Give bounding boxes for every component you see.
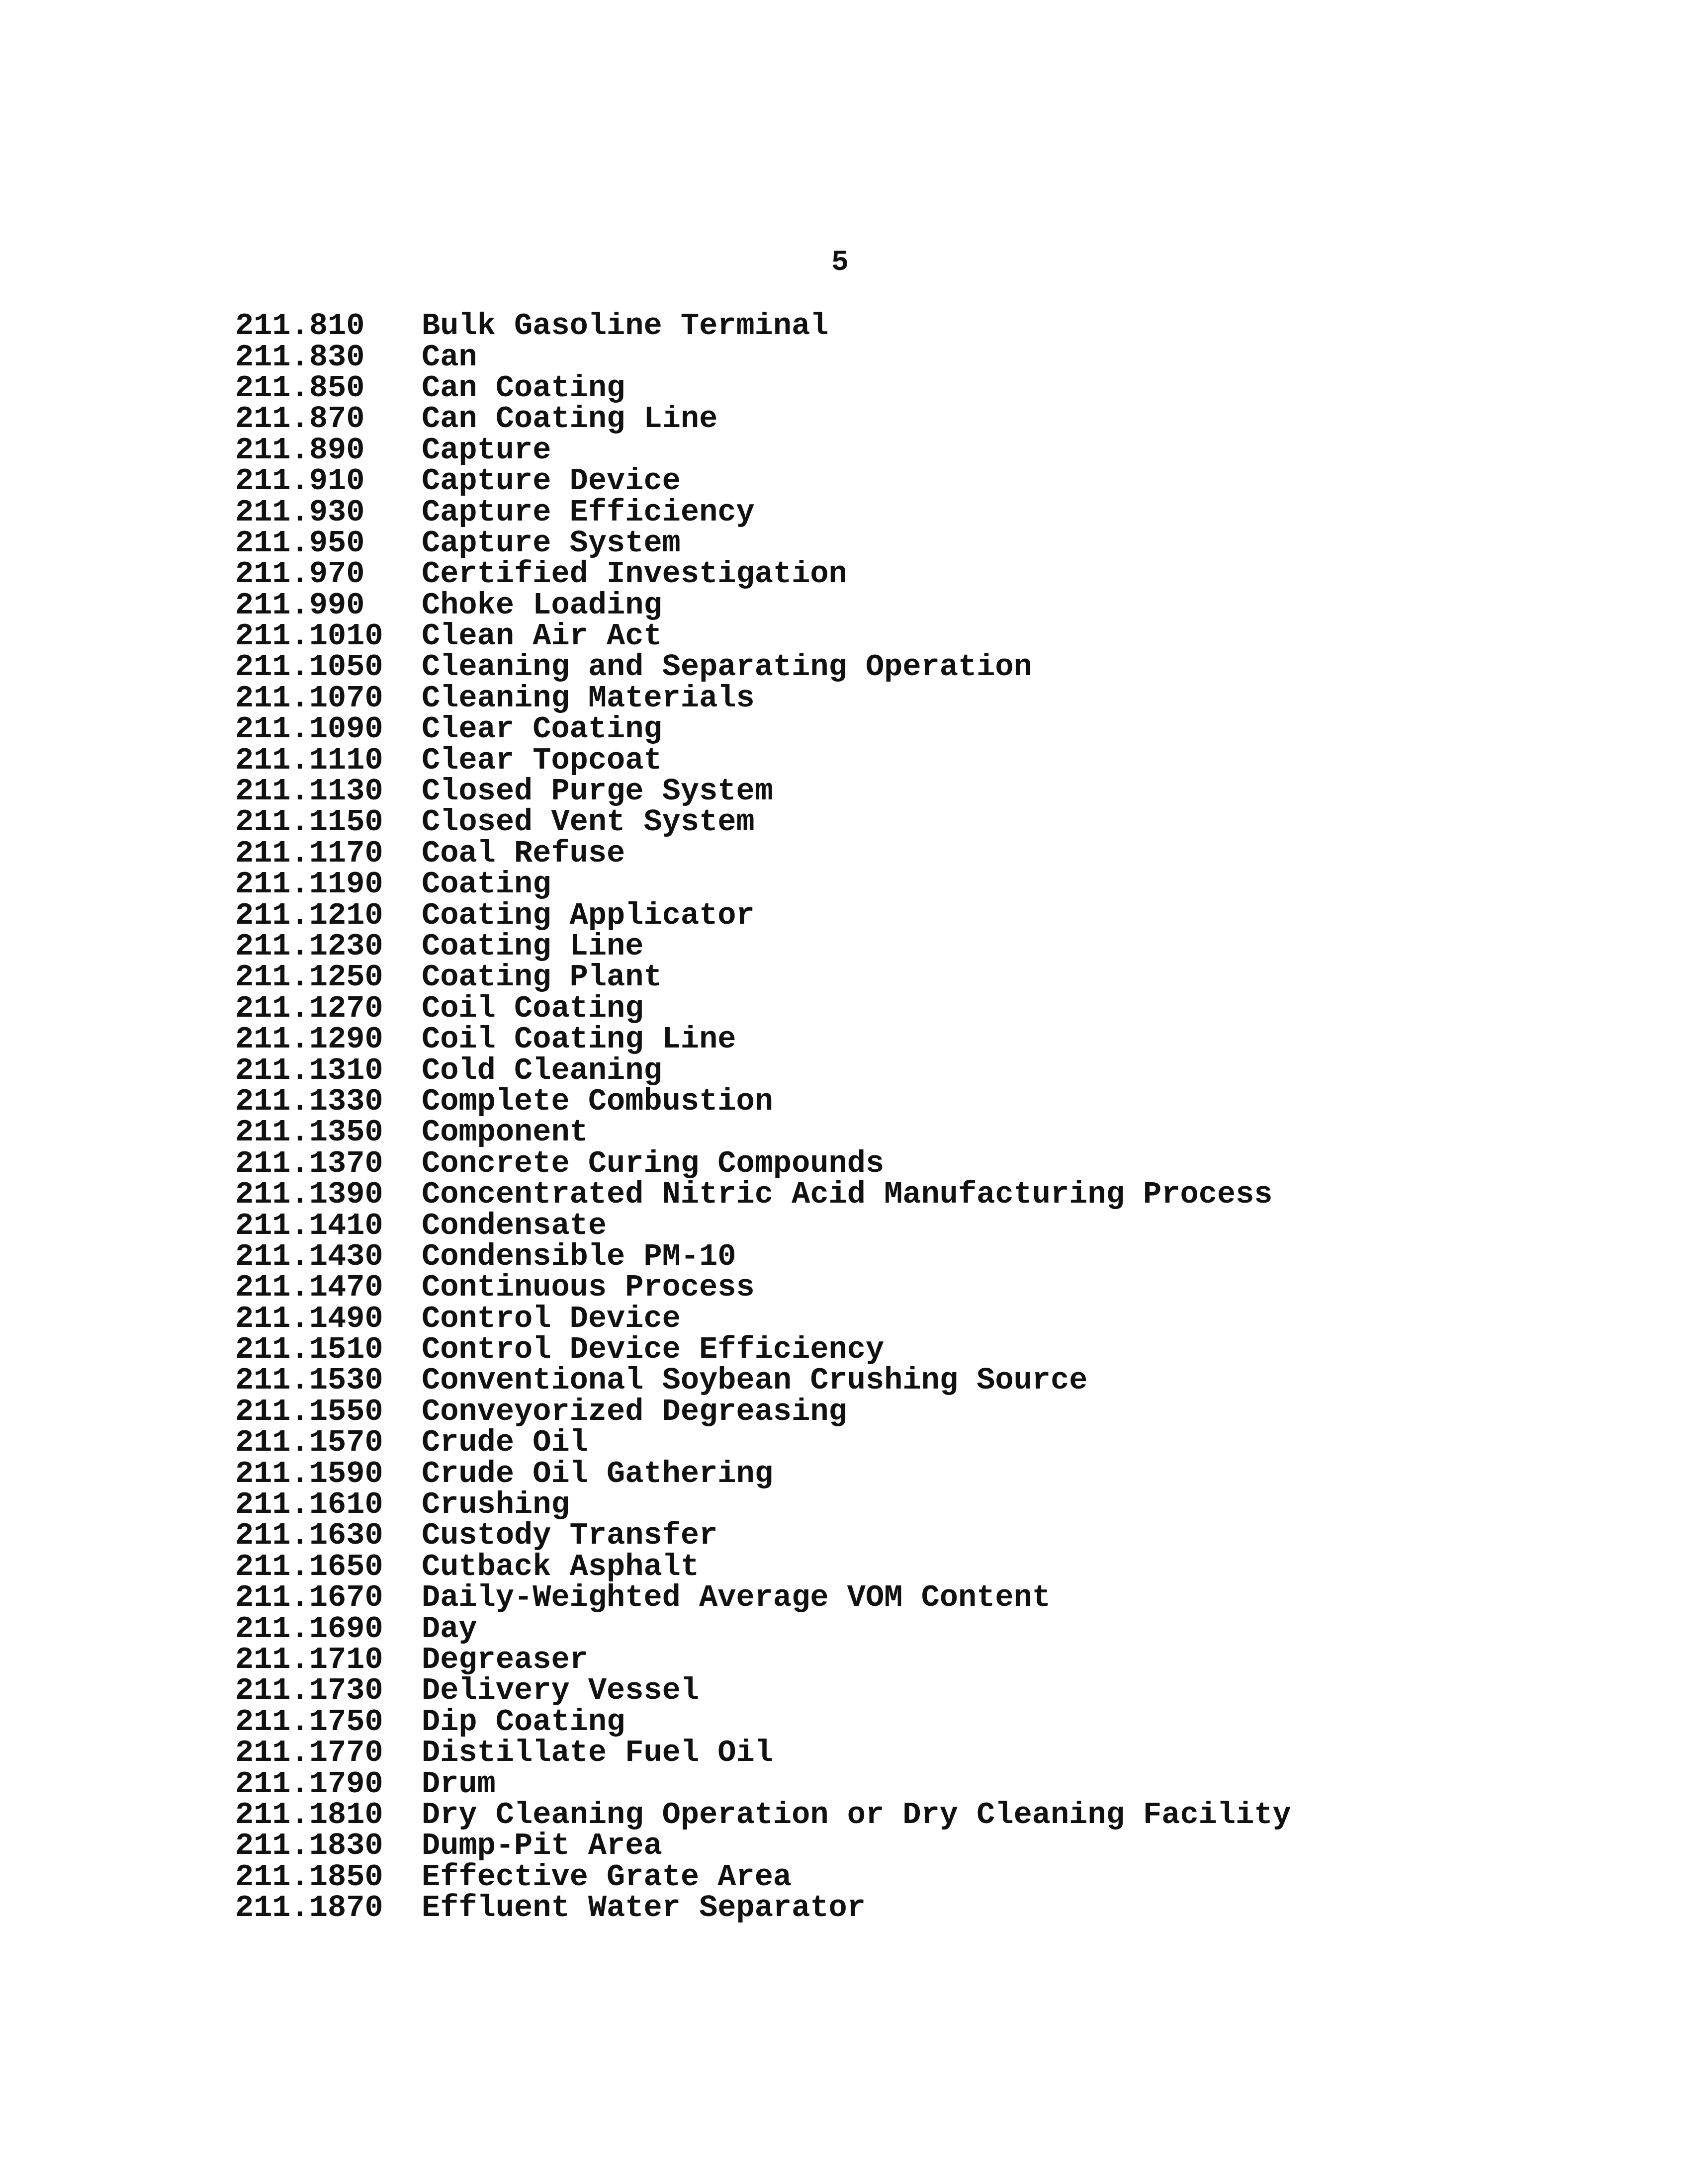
- section-number: 211.1110: [235, 742, 383, 778]
- definition-entry: [235, 990, 1291, 1026]
- definition-entry: [235, 1580, 1291, 1616]
- section-number: 211.1850: [235, 1859, 383, 1895]
- definition-entry: [235, 1766, 1291, 1802]
- definition-term: Cutback Asphalt: [422, 1549, 700, 1584]
- definition-term: Distillate Fuel Oil: [422, 1735, 773, 1771]
- section-number: 211.1250: [235, 960, 383, 995]
- definition-entry: [235, 494, 1291, 530]
- definition-term: Daily-Weighted Average VOM Content: [422, 1580, 1051, 1616]
- definition-term: Clear Topcoat: [422, 742, 662, 778]
- section-number: 211.1790: [235, 1766, 383, 1802]
- definition-term: Capture Efficiency: [422, 494, 755, 530]
- definition-entry: [235, 463, 1291, 499]
- definitions-list: [235, 308, 1291, 1926]
- definition-entry: [235, 1024, 1291, 1055]
- definition-term: Coal Refuse: [422, 835, 625, 871]
- section-number: 211.910: [235, 463, 365, 499]
- definition-term: Capture Device: [422, 463, 681, 499]
- definition-term: Can: [422, 339, 477, 375]
- definition-term: Component: [422, 1115, 588, 1150]
- definition-term: Coil Coating: [422, 990, 644, 1026]
- definition-term: Coil Coating Line: [422, 1022, 736, 1057]
- definition-entry: [235, 1518, 1291, 1554]
- section-number: 211.950: [235, 525, 365, 561]
- definition-term: Crude Oil Gathering: [422, 1456, 773, 1491]
- section-number: 211.1470: [235, 1270, 383, 1306]
- definition-term: Continuous Process: [422, 1270, 755, 1306]
- definition-term: Effluent Water Separator: [422, 1890, 866, 1926]
- definition-entry: [235, 1083, 1291, 1119]
- section-number: 211.1590: [235, 1456, 383, 1491]
- section-number: 211.1010: [235, 618, 383, 654]
- definition-term: Dip Coating: [422, 1704, 625, 1740]
- definition-term: Bulk Gasoline Terminal: [422, 308, 829, 344]
- section-number: 211.1670: [235, 1580, 383, 1616]
- definition-entry: [235, 1332, 1291, 1368]
- definition-entry: [235, 618, 1291, 654]
- definition-term: Custody Transfer: [422, 1518, 718, 1554]
- section-number: 211.1430: [235, 1238, 383, 1274]
- definition-entry: [235, 869, 1291, 900]
- definition-entry: [235, 1611, 1291, 1647]
- definition-term: Degreaser: [422, 1642, 588, 1677]
- section-number: 211.1170: [235, 835, 383, 871]
- definition-entry: [235, 1487, 1291, 1523]
- definition-entry: [235, 804, 1291, 840]
- definition-entry: [235, 1797, 1291, 1833]
- section-number: 211.1690: [235, 1611, 383, 1647]
- section-number: 211.1410: [235, 1208, 383, 1243]
- definition-term: Complete Combustion: [422, 1083, 773, 1119]
- definition-term: Delivery Vessel: [422, 1673, 700, 1709]
- definition-entry: [235, 649, 1291, 685]
- definition-term: Clear Coating: [422, 711, 662, 747]
- definition-term: Can Coating Line: [422, 401, 718, 437]
- definition-entry: [235, 897, 1291, 933]
- definition-term: Conventional Soybean Crushing Source: [422, 1363, 1088, 1398]
- definition-entry: [235, 1238, 1291, 1274]
- definition-term: Coating Line: [422, 929, 644, 964]
- page-number: 5: [831, 247, 849, 279]
- section-number: 211.1130: [235, 774, 383, 809]
- definition-term: Crude Oil: [422, 1425, 588, 1461]
- definition-entry: [235, 711, 1291, 747]
- definition-entry: [235, 1859, 1291, 1895]
- definition-entry: [235, 1210, 1291, 1241]
- definition-entry: [235, 776, 1291, 807]
- definition-entry: [235, 1735, 1291, 1771]
- definition-term: Control Device: [422, 1301, 681, 1336]
- definition-term: Effective Grate Area: [422, 1859, 792, 1895]
- definition-entry: [235, 962, 1291, 993]
- section-number: 211.1350: [235, 1115, 383, 1150]
- definition-entry: [235, 1177, 1291, 1213]
- section-number: 211.1270: [235, 990, 383, 1026]
- section-number: 211.1210: [235, 897, 383, 933]
- section-number: 211.1730: [235, 1673, 383, 1709]
- section-number: 211.890: [235, 432, 365, 468]
- definition-term: Condensible PM-10: [422, 1238, 736, 1274]
- definition-entry: [235, 1301, 1291, 1336]
- definition-entry: [235, 525, 1291, 561]
- section-number: 211.1090: [235, 711, 383, 747]
- definition-entry: [235, 1458, 1291, 1489]
- section-number: 211.1710: [235, 1642, 383, 1677]
- definition-entry: [235, 1365, 1291, 1396]
- definition-term: Dry Cleaning Operation or Dry Cleaning Facility: [422, 1797, 1291, 1833]
- definition-term: Condensate: [422, 1208, 607, 1243]
- definition-entry: [235, 1117, 1291, 1148]
- definition-term: Closed Vent System: [422, 804, 755, 840]
- section-number: 211.930: [235, 494, 365, 530]
- definition-entry: [235, 1673, 1291, 1709]
- section-number: 211.1070: [235, 680, 383, 716]
- section-number: 211.1150: [235, 804, 383, 840]
- definition-entry: [235, 432, 1291, 468]
- section-number: 211.1330: [235, 1083, 383, 1119]
- section-number: 211.1630: [235, 1518, 383, 1554]
- definition-entry: [235, 1890, 1291, 1926]
- definition-entry: [235, 1549, 1291, 1584]
- section-number: 211.1490: [235, 1301, 383, 1336]
- section-number: 211.850: [235, 370, 365, 406]
- definition-entry: [235, 1145, 1291, 1181]
- definition-entry: [235, 931, 1291, 962]
- definition-entry: [235, 401, 1291, 437]
- definition-term: Concrete Curing Compounds: [422, 1145, 885, 1181]
- section-number: 211.870: [235, 401, 365, 437]
- definition-entry: [235, 1394, 1291, 1429]
- definition-term: Dump-Pit Area: [422, 1828, 662, 1864]
- definition-term: Coating: [422, 867, 551, 902]
- section-number: 211.830: [235, 339, 365, 375]
- definition-entry: [235, 1828, 1291, 1864]
- definition-term: Capture: [422, 432, 551, 468]
- definition-term: Coating Plant: [422, 960, 662, 995]
- definition-term: Control Device Efficiency: [422, 1332, 885, 1368]
- definition-term: Choke Loading: [422, 587, 662, 623]
- section-number: 211.1610: [235, 1487, 383, 1523]
- definition-entry: [235, 680, 1291, 716]
- definition-entry: [235, 1704, 1291, 1740]
- definition-entry: [235, 370, 1291, 406]
- section-number: 211.1510: [235, 1332, 383, 1368]
- section-number: 211.1570: [235, 1425, 383, 1461]
- section-number: 211.970: [235, 556, 365, 592]
- section-number: 211.1870: [235, 1890, 383, 1926]
- definition-term: Certified Investigation: [422, 556, 847, 592]
- definition-term: Clean Air Act: [422, 618, 662, 654]
- definition-term: Day: [422, 1611, 477, 1647]
- definition-term: Crushing: [422, 1487, 570, 1523]
- definition-term: Cleaning and Separating Operation: [422, 649, 1032, 685]
- section-number: 211.990: [235, 587, 365, 623]
- definition-entry: [235, 1052, 1291, 1088]
- definition-term: Conveyorized Degreasing: [422, 1394, 847, 1429]
- section-number: 211.1550: [235, 1394, 383, 1429]
- definition-term: Drum: [422, 1766, 496, 1802]
- definition-term: Cleaning Materials: [422, 680, 755, 716]
- definition-entry: [235, 339, 1291, 375]
- section-number: 211.1050: [235, 649, 383, 685]
- definition-entry: [235, 835, 1291, 871]
- section-number: 211.1190: [235, 867, 383, 902]
- definition-entry: [235, 308, 1291, 344]
- section-number: 211.1370: [235, 1145, 383, 1181]
- definition-entry: [235, 1270, 1291, 1306]
- definition-term: Concentrated Nitric Acid Manufacturing Process: [422, 1177, 1273, 1213]
- definition-entry: [235, 742, 1291, 778]
- section-number: 211.1230: [235, 929, 383, 964]
- definition-term: Capture System: [422, 525, 681, 561]
- section-number: 211.1290: [235, 1022, 383, 1057]
- definition-term: Cold Cleaning: [422, 1052, 662, 1088]
- section-number: 211.1310: [235, 1052, 383, 1088]
- definition-entry: [235, 556, 1291, 592]
- section-number: 211.1530: [235, 1363, 383, 1398]
- section-number: 211.810: [235, 308, 365, 344]
- section-number: 211.1390: [235, 1177, 383, 1213]
- definition-entry: [235, 1425, 1291, 1461]
- definition-term: Can Coating: [422, 370, 625, 406]
- section-number: 211.1770: [235, 1735, 383, 1771]
- definition-term: Closed Purge System: [422, 774, 773, 809]
- section-number: 211.1810: [235, 1797, 383, 1833]
- section-number: 211.1650: [235, 1549, 383, 1584]
- definition-entry: [235, 1642, 1291, 1677]
- section-number: 211.1830: [235, 1828, 383, 1864]
- definition-entry: [235, 587, 1291, 623]
- definition-term: Coating Applicator: [422, 897, 755, 933]
- section-number: 211.1750: [235, 1704, 383, 1740]
